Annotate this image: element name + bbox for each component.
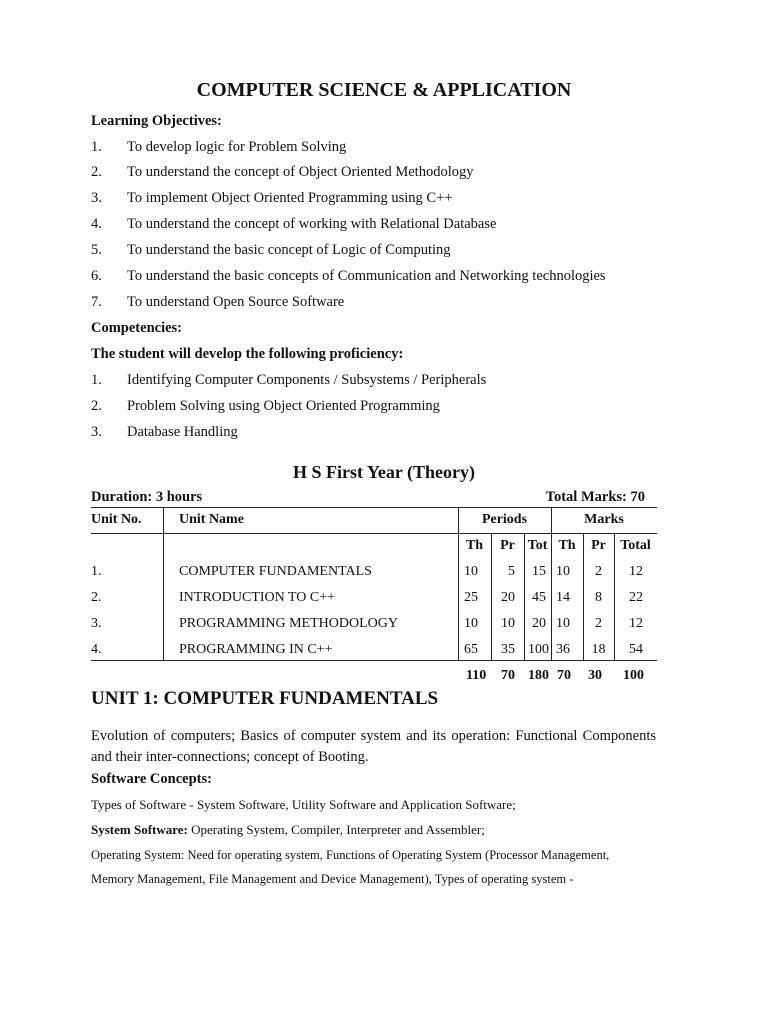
table-cell: 15 [532, 564, 546, 579]
page-title: COMPUTER SCIENCE & APPLICATION [196, 79, 572, 101]
table-cell: 36 [556, 642, 570, 657]
system-software-label: System Software: [91, 822, 188, 837]
table-cell: 20 [501, 590, 515, 605]
table-cell-unit-no: 4. [91, 642, 102, 657]
table-total-cell: 30 [588, 668, 602, 683]
table-divider [551, 507, 552, 660]
list-item-number: 2. [91, 164, 102, 180]
table-cell: 20 [532, 616, 546, 631]
competencies-heading: Competencies: [91, 320, 183, 336]
table-rule [91, 533, 657, 534]
table-cell: 10 [556, 616, 570, 631]
list-item: To understand the basic concept of Logic of Computing [127, 242, 451, 258]
list-item-number: 3. [91, 424, 102, 440]
duration-label: Duration: 3 hours [91, 489, 203, 505]
system-software-text: Operating System, Compiler, Interpreter and Assembler; [191, 822, 485, 837]
list-item-number: 6. [91, 268, 102, 284]
list-item: To understand the concept of Object Oriented Methodology [127, 164, 474, 180]
list-item: To implement Object Oriented Programming using C++ [127, 190, 453, 206]
list-item: To develop logic for Problem Solving [127, 139, 347, 155]
learning-objectives-heading: Learning Objectives: [91, 113, 222, 129]
table-header-marks: Marks [584, 512, 624, 527]
table-cell: 12 [629, 616, 643, 631]
list-item-number: 1. [91, 372, 102, 388]
table-total-cell: 70 [501, 668, 515, 683]
table-total-cell: 100 [623, 668, 644, 683]
table-subheader: Total [620, 538, 651, 553]
table-cell: 45 [532, 590, 546, 605]
table-cell: 10 [556, 564, 570, 579]
table-total-cell: 110 [466, 668, 487, 683]
table-subheader: Tot [527, 538, 548, 553]
table-subheader: Th [558, 538, 576, 553]
list-item-number: 7. [91, 294, 102, 310]
table-cell: 22 [629, 590, 643, 605]
table-cell: 35 [501, 642, 515, 657]
os-line-2: Memory Management, File Management and Device Management), Types of operating system - [91, 872, 574, 886]
table-cell: 54 [629, 642, 643, 657]
table-cell: 65 [464, 642, 478, 657]
unit1-heading: UNIT 1: COMPUTER FUNDAMENTALS [91, 688, 439, 709]
table-header-unit-no: Unit No. [91, 512, 142, 527]
table-subheader: Pr [591, 538, 606, 553]
total-marks-label: Total Marks: 70 [545, 489, 645, 505]
table-divider [163, 507, 164, 660]
list-item-number: 3. [91, 190, 102, 206]
table-cell: 2 [595, 616, 602, 631]
list-item-number: 1. [91, 139, 102, 155]
list-item-number: 5. [91, 242, 102, 258]
table-cell: 10 [464, 616, 478, 631]
table-cell-unit-name: PROGRAMMING IN C++ [179, 642, 333, 657]
software-concepts-heading: Software Concepts: [91, 771, 212, 787]
table-cell-unit-name: COMPUTER FUNDAMENTALS [179, 564, 372, 579]
table-cell-unit-no: 1. [91, 564, 102, 579]
table-total-cell: 70 [557, 668, 571, 683]
table-cell-unit-no: 3. [91, 616, 102, 631]
table-cell: 10 [464, 564, 478, 579]
table-cell: 2 [595, 564, 602, 579]
table-cell: 10 [501, 616, 515, 631]
list-item-number: 2. [91, 398, 102, 414]
list-item-number: 4. [91, 216, 102, 232]
software-types-text: Types of Software - System Software, Utility Software and Application Software; [91, 797, 516, 812]
table-cell-unit-no: 2. [91, 590, 102, 605]
table-cell: 18 [591, 642, 606, 657]
table-divider [458, 507, 459, 660]
list-item: Problem Solving using Object Oriented Programming [127, 398, 440, 414]
table-cell: 5 [508, 564, 515, 579]
list-item: Identifying Computer Components / Subsystems / Peripherals [127, 372, 487, 388]
list-item: To understand the basic concepts of Communication and Networking technologies [127, 268, 606, 284]
table-subheader: Pr [500, 538, 515, 553]
table-subheader: Th [465, 538, 484, 553]
table-cell-unit-name: INTRODUCTION TO C++ [179, 590, 336, 605]
list-item: Database Handling [127, 424, 238, 440]
system-software-line [91, 822, 485, 838]
table-total-cell: 180 [528, 668, 549, 683]
section-title: H S First Year (Theory) [293, 462, 475, 482]
table-cell-unit-name: PROGRAMMING METHODOLOGY [179, 616, 398, 631]
table-rule [91, 660, 657, 661]
table-cell: 14 [556, 590, 570, 605]
list-item: To understand the concept of working with Relational Database [127, 216, 497, 232]
table-cell: 25 [464, 590, 478, 605]
table-header-unit-name: Unit Name [179, 512, 244, 527]
os-line-1: Operating System: Need for operating system, Functions of Operating System (Processor Management, [91, 848, 610, 862]
list-item: To understand Open Source Software [127, 294, 345, 310]
unit1-intro: Evolution of computers; Basics of computer system and its operation: Functional Components and their inter-connections; concept of Booting. [91, 728, 656, 765]
table-cell: 100 [528, 642, 549, 657]
table-cell: 8 [595, 590, 602, 605]
proficiency-heading: The student will develop the following proficiency: [91, 346, 404, 362]
table-rule [91, 507, 657, 508]
table-cell: 12 [629, 564, 643, 579]
table-header-periods: Periods [481, 512, 528, 527]
